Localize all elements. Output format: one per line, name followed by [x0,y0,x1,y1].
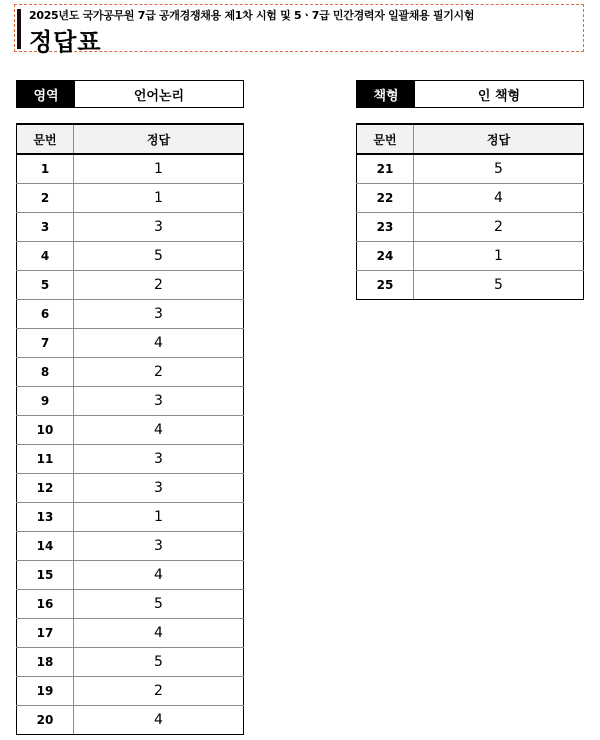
answer-value: 3 [74,445,244,474]
question-number: 1 [17,154,74,184]
answer-value: 3 [74,213,244,242]
answer-table-left [16,123,244,735]
page-title: 정답표 [29,28,102,56]
table-row [357,242,584,271]
question-number: 25 [357,271,414,300]
answer-value: 1 [74,503,244,532]
answer-value: 4 [74,329,244,358]
booklet-info-box [356,80,584,108]
question-number: 7 [17,329,74,358]
table-row [17,619,244,648]
answer-value: 4 [414,184,584,213]
question-number: 9 [17,387,74,416]
question-number: 20 [17,706,74,735]
answer-value: 3 [74,532,244,561]
table-row [17,677,244,706]
table-header-row [357,124,584,154]
question-number: 12 [17,474,74,503]
area-label: 영역 [17,81,75,107]
area-value: 언어논리 [75,81,243,107]
answer-value: 2 [74,358,244,387]
answer-value: 5 [74,648,244,677]
table-row [17,706,244,735]
question-number: 15 [17,561,74,590]
question-number: 22 [357,184,414,213]
question-number: 17 [17,619,74,648]
answer-value: 2 [74,677,244,706]
booklet-value: 인 책형 [415,81,583,107]
answer-value: 3 [74,300,244,329]
question-number: 16 [17,590,74,619]
table-row [357,271,584,300]
document-header [14,4,584,56]
question-number: 8 [17,358,74,387]
table-row [17,387,244,416]
table-row [17,474,244,503]
answer-value: 5 [414,154,584,184]
column-header-answer: 정답 [74,124,244,154]
question-number: 23 [357,213,414,242]
question-number: 21 [357,154,414,184]
table-row [17,358,244,387]
column-header-number: 문번 [17,124,74,154]
table-row [17,445,244,474]
table-row [357,213,584,242]
answer-value: 5 [414,271,584,300]
table-row [17,561,244,590]
table-row [357,154,584,184]
exam-subtitle: 2025년도 국가공무원 7급 공개경쟁채용 제1차 시험 및 5ㆍ7급 민간경력자 일괄채용 필기시험 [29,9,475,22]
table-row [17,329,244,358]
table-header-row [17,124,244,154]
column-header-answer: 정답 [414,124,584,154]
question-number: 5 [17,271,74,300]
question-number: 14 [17,532,74,561]
answer-value: 3 [74,387,244,416]
answer-value: 1 [74,154,244,184]
header-accent-bar [17,9,21,49]
question-number: 13 [17,503,74,532]
question-number: 24 [357,242,414,271]
table-row [17,300,244,329]
table-row [17,184,244,213]
answer-value: 2 [414,213,584,242]
table-row [17,242,244,271]
table-row [17,213,244,242]
table-row [17,532,244,561]
area-info-box [16,80,244,108]
question-number: 2 [17,184,74,213]
table-row [17,648,244,677]
answer-value: 3 [74,474,244,503]
question-number: 11 [17,445,74,474]
answer-value: 5 [74,242,244,271]
answer-value: 2 [74,271,244,300]
question-number: 19 [17,677,74,706]
answer-value: 4 [74,416,244,445]
question-number: 18 [17,648,74,677]
answer-value: 4 [74,619,244,648]
answer-value: 4 [74,706,244,735]
column-header-number: 문번 [357,124,414,154]
answer-value: 4 [74,561,244,590]
table-row [17,154,244,184]
booklet-label: 책형 [357,81,415,107]
table-row [17,271,244,300]
answer-value: 1 [74,184,244,213]
answer-value: 1 [414,242,584,271]
answer-table-right [356,123,584,300]
question-number: 10 [17,416,74,445]
table-row [17,590,244,619]
table-row [17,503,244,532]
question-number: 4 [17,242,74,271]
answer-value: 5 [74,590,244,619]
question-number: 6 [17,300,74,329]
table-row [357,184,584,213]
table-row [17,416,244,445]
question-number: 3 [17,213,74,242]
